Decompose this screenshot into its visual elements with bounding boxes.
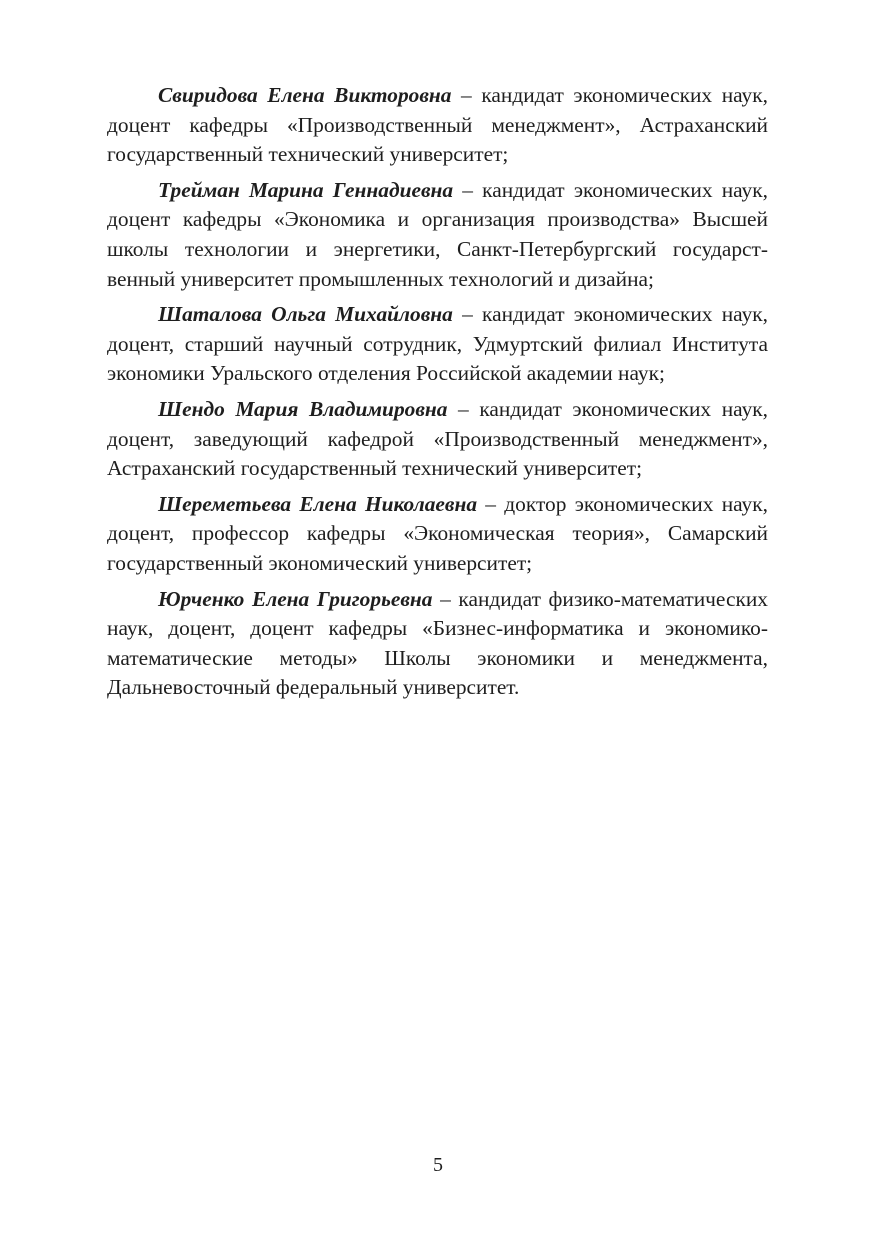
authors-list <box>107 81 768 709</box>
author-description: – доктор экономических наук, доцент, профессор кафедры «Экономическая теория», Самарский государственный экономический университет; <box>107 491 768 575</box>
author-description: – кандидат экономических наук, доцент, заведующий кафедрой «Производственный менеджмент», Астраханский государственный технический университет; <box>107 396 768 481</box>
author-entry-yurchenko <box>107 585 768 703</box>
author-entry-sheremetyeva <box>107 490 768 579</box>
author-description: – кандидат физико-математических наук, доцент, доцент кафедры «Бизнес-информатика и экономико-математические методы» Школы экономики и менеджмента, Дальневосточный федеральный университет. <box>107 586 768 700</box>
author-entry-shatalova <box>107 300 768 389</box>
author-entry-sviridova <box>107 81 768 170</box>
author-name: Трейман Марина Геннадиевна <box>158 177 454 202</box>
author-description: – кандидат экономических наук, доцент, старший научный сотрудник, Удмуртский филиал Института экономики Уральского отделения Российской академии наук; <box>107 302 768 386</box>
author-entry-treyman <box>107 176 768 294</box>
author-name: Юрченко Елена Григорьевна <box>158 586 433 611</box>
page-number: 5 <box>433 1154 443 1176</box>
author-name: Шендо Мария Владимировна <box>158 396 448 421</box>
author-entry-shendo <box>107 395 768 484</box>
author-name: Свиридова Елена Викторовна <box>158 83 452 107</box>
author-description: – кандидат экономических наук, доцент кафедры «Производственный менеджмент», Астраханский государственный технический университет; <box>107 83 768 167</box>
author-name: Шаталова Ольга Михайловна <box>158 302 453 327</box>
author-name: Шереметьева Елена Николаевна <box>158 491 478 516</box>
author-description: – кандидат экономических наук, доцент кафедры «Экономика и организация производства» Высшей школы технологии и энергетики, Санкт-Петербургский государственный университет промышленных технологий и дизайна; <box>107 177 768 291</box>
